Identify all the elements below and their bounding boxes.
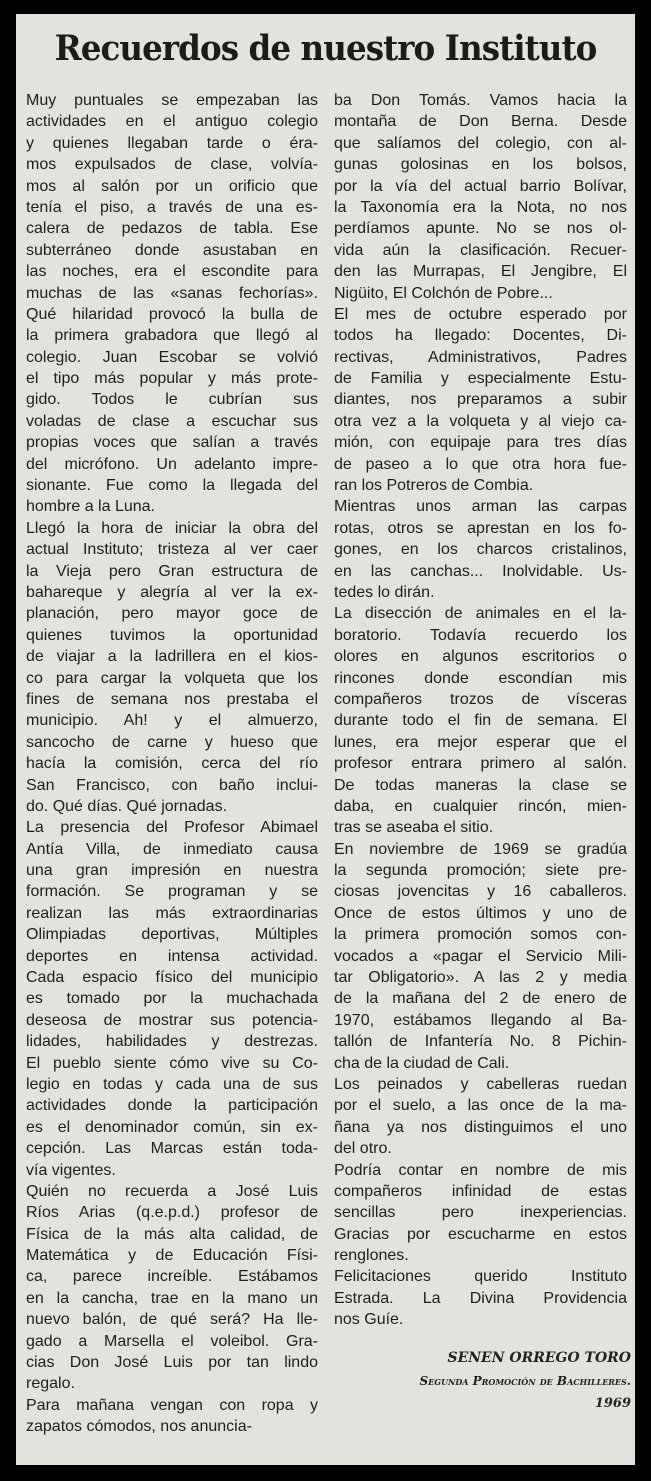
author-name: SENEN ORREGO TORO [447, 1350, 631, 1366]
article-line: gunas golosinas en los bolsos, [334, 156, 627, 174]
article-line: boratorio. Todavía recuerdo los [334, 626, 627, 644]
article-line: lunes, era mejor esperar que el [334, 733, 627, 751]
article-line: renglones. [334, 1247, 409, 1265]
article-line: tras se aseaba el sitio. [334, 819, 494, 837]
article-line: Mientras unos arman las carpas [334, 498, 627, 516]
article-line: Qué hilaridad provocó la bulla de [26, 305, 318, 323]
article-line: ca, parece increíble. Estábamos [26, 1268, 318, 1286]
article-line: Nigüito, El Colchón de Pobre... [334, 284, 553, 302]
article-line: durante todo el fin de semana. El [334, 712, 627, 730]
article-line: ciosas jovencitas y 16 caballeros. [334, 883, 627, 901]
article-line: las noches, era el escondite para [26, 263, 318, 281]
article-line: 1970, estábamos llegando al Ba- [334, 1011, 627, 1029]
article-line: El pueblo siente cómo vive su Co- [26, 1054, 318, 1072]
article-line: regalo. [26, 1375, 75, 1393]
article-line: tedes lo dirán. [334, 583, 435, 601]
author-role: Segunda Promoción de Bachilleres. [419, 1374, 631, 1388]
article-line: compañeros infinidad de estas [334, 1182, 627, 1200]
article-line: en la cancha, trae en la mano un [26, 1289, 318, 1307]
article-line: montaña de Don Berna. Desde [334, 113, 627, 131]
article-line: planación, pero mayor goce de [26, 605, 318, 623]
article-line: es el denominador común, sin ex- [26, 1118, 318, 1136]
article-line: la segunda promoción; siete pre- [334, 862, 627, 880]
article-line: Llegó la hora de iniciar la obra del [26, 519, 318, 537]
article-line: den las Murrapas, El Jengibre, El [334, 263, 627, 281]
article-line: Quién no recuerda a José Luis [26, 1182, 318, 1200]
article-line: hombre a la Luna. [26, 498, 155, 516]
article-line: gido. Todos le cubrían sus [26, 391, 318, 409]
article-line: ran los Potreros de Combia. [334, 477, 534, 495]
article-line: Física de la más alta calidad, de [26, 1225, 318, 1243]
article-line: Matemática y de Educación Físi- [26, 1247, 318, 1265]
article-line: Para mañana vengan con ropa y [26, 1396, 318, 1414]
article-line: deseosa de mostrar sus potencia- [26, 1011, 318, 1029]
article-line: Felicitaciones querido Instituto [334, 1268, 627, 1286]
article-line: La disección de animales en el la- [334, 605, 627, 623]
article-line: Muy puntuales se empezaban las [26, 92, 318, 109]
article-line: otra vez a la volqueta y al viejo ca- [334, 412, 627, 430]
article-line: la Vieja pero Gran estructura de [26, 562, 318, 580]
article-line: todos ha llegado: Docentes, Di- [334, 327, 627, 345]
article-line: lidades, habilidades y destrezas. [26, 1033, 318, 1051]
article-line: Gracias por escucharme en estos [334, 1225, 627, 1243]
article-line: co para cargar la volqueta que los [26, 669, 318, 687]
article-line: vocados a «pagar el Servicio Mili- [334, 947, 627, 965]
article-line: La presencia del Profesor Abimael [26, 819, 318, 837]
article-line: tenía el piso, a través de una es- [26, 198, 318, 216]
article-line: mos al salón por un orificio que [26, 177, 318, 195]
article-line: Cada espacio físico del municipio [26, 969, 318, 987]
article-line: rincones donde escondían mis [334, 669, 627, 687]
article-line: profesor entrara primero al salón. [334, 755, 627, 773]
article-line: actividades en el antiguo colegio [26, 113, 318, 131]
article-line: quienes tuvimos la oportunidad [26, 626, 318, 644]
article-line: legio en todas y cada una de sus [26, 1075, 318, 1093]
article-line: bahareque y alegría al ver la ex- [26, 583, 318, 601]
article-line: mión, con equipaje para tres días [334, 434, 627, 452]
article-line: de la mañana del 2 de enero de [334, 990, 627, 1008]
article-line: cha de la ciudad de Cali. [334, 1054, 510, 1072]
article-line: diantes, nos preparamos a subir [334, 391, 627, 409]
article-line: propias voces que salían a través [26, 434, 318, 452]
article-line: de Familia y especialmente Estu- [334, 370, 627, 388]
article-line: do. Qué días. Qué jornadas. [26, 797, 228, 815]
article-line: Once de estos últimos y uno de [334, 904, 627, 922]
article-line: la primera grabadora que llegó al [26, 327, 318, 345]
article-line: del micrófono. Un adelanto impre- [26, 455, 318, 473]
article-line: actividades donde la participación [26, 1097, 318, 1115]
article-line: municipio. Ah! y el almuerzo, [26, 712, 318, 730]
article-line: por la vía del actual barrio Bolívar, [334, 177, 627, 195]
article-line: zapatos cómodos, nos anuncia- [26, 1418, 252, 1436]
article-line: en las canchas... Inolvidable. Us- [334, 562, 627, 580]
article-line: hacía la comisión, cerca del río [26, 755, 318, 773]
article-line: nos Guíe. [334, 1311, 404, 1329]
article-line: subterráneo donde asustaban en [26, 241, 318, 259]
article-line: De todas maneras la clase se [334, 776, 627, 794]
article-line: San Francisco, con baño inclui- [26, 776, 318, 794]
article-line: deportes en intensa actividad. [26, 947, 318, 965]
article-line: y quienes llegaban tarde o éra- [26, 134, 318, 152]
article-line: sionante. Fue como la llegada del [26, 477, 318, 495]
article-column-left [26, 90, 318, 1438]
article-line: ñana ya nos distinguimos el uno [334, 1118, 627, 1136]
article-line: tallón de Infantería No. 8 Pichin- [334, 1033, 627, 1051]
article-line: daba, en cualquier rincón, mien- [334, 797, 627, 815]
article-line: olores en algunos escritorios o [334, 648, 627, 666]
article-line: la Taxonomía era la Nota, no nos [334, 198, 627, 216]
article-line: rotas, otros se aprestan en los fo- [334, 519, 627, 537]
article-line: Olimpiadas deportivas, Múltiples [26, 926, 318, 944]
article-line: realizan las más extraordinarias [26, 904, 318, 922]
article-line: tar Obligatorio». A las 2 y media [334, 969, 627, 987]
article-line: colegio. Juan Escobar se volvió [26, 348, 318, 366]
article-line: perdíamos apunte. No se nos ol- [334, 220, 627, 238]
article-column-right [334, 90, 627, 1331]
article-line: sancocho de carne y hueso que [26, 733, 318, 751]
article-line: que salíamos del colegio, con al- [334, 134, 627, 152]
article-line: gones, en los charcos cristalinos, [334, 541, 627, 559]
article-line: Estrada. La Divina Providencia [334, 1289, 627, 1307]
article-line: la primera promoción somos con- [334, 926, 627, 944]
article-line: Los peinados y cabelleras ruedan [334, 1075, 627, 1093]
article-line: de viajar a la ladrillera en el kios- [26, 648, 318, 666]
article-line: cepción. Las Marcas están toda- [26, 1140, 318, 1158]
article-line: calera de pedazos de tabla. Ese [26, 220, 318, 238]
article-line: vía vigentes. [26, 1161, 116, 1179]
article-line: Ríos Arias (q.e.p.d.) profesor de [26, 1204, 318, 1222]
article-line: una gran impresión en nuestra [26, 862, 318, 880]
article-line: nuevo balón, de qué será? Ha lle- [26, 1311, 318, 1329]
article-line: cias Don José Luis por tan lindo [26, 1354, 318, 1372]
article-line: En noviembre de 1969 se gradúa [334, 840, 627, 858]
article-line: por el suelo, a las once de la ma- [334, 1097, 627, 1115]
author-year: 1969 [594, 1396, 631, 1411]
article-line: de paseo a lo que otra hora fue- [334, 455, 627, 473]
article-line: voladas de clase a escuchar sus [26, 412, 318, 430]
article-line: es tomado por la muchachada [26, 990, 318, 1008]
article-line: Antía Villa, de inmediato causa [26, 840, 318, 858]
article-line: Podría contar en nombre de mis [334, 1161, 627, 1179]
article-line: El mes de octubre esperado por [334, 305, 627, 323]
article-line: mos expulsados de clase, volvía- [26, 156, 318, 174]
article-title: Recuerdos de nuestro Instituto [54, 28, 597, 69]
article-line: vida aún la clasificación. Recuer- [334, 241, 627, 259]
article-line: rectivas, Administrativos, Padres [334, 348, 627, 366]
article-line: compañeros trozos de vísceras [334, 690, 627, 708]
article-line: fines de semana nos prestaba el [26, 690, 318, 708]
article-line: gado a Marsella el voleibol. Gra- [26, 1332, 318, 1350]
article-line: el tipo más popular y más prote- [26, 370, 318, 388]
article-line: sencillas pero inexperiencias. [334, 1204, 627, 1222]
newspaper-clipping [16, 14, 635, 1465]
article-line: muchas de las «sanas fechorías». [26, 284, 318, 302]
article-line: actual Instituto; tristeza al ver caer [26, 541, 318, 559]
article-line: del otro. [334, 1140, 392, 1158]
article-line: ba Don Tomás. Vamos hacia la [334, 92, 627, 109]
article-line: formación. Se programan y se [26, 883, 318, 901]
